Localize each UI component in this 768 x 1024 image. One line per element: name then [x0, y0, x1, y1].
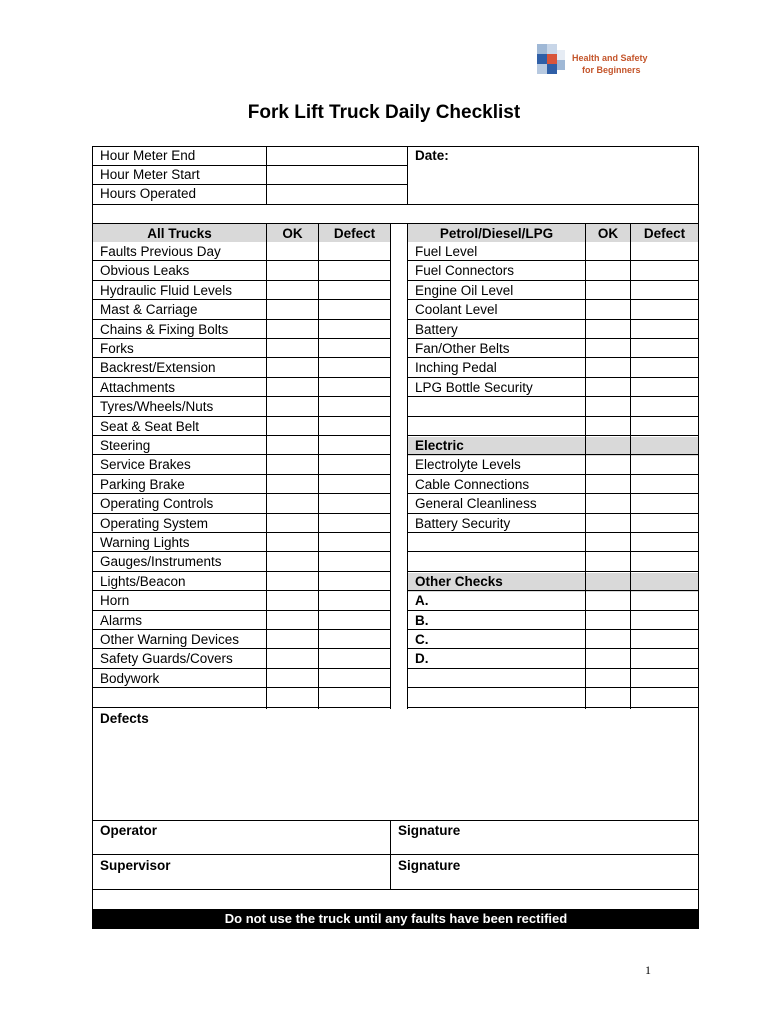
right-checklist-item: B.	[415, 612, 429, 628]
divider	[266, 223, 267, 709]
right-checklist-item: Fuel Connectors	[415, 263, 515, 279]
divider	[318, 223, 319, 709]
left-checklist-item: Safety Guards/Covers	[100, 651, 233, 667]
supervisor-signature-label: Signature	[398, 858, 461, 873]
right-checklist-item: D.	[415, 651, 429, 667]
right-checklist-item: General Cleanliness	[415, 496, 537, 512]
petrol-header: Petrol/Diesel/LPG	[439, 226, 554, 241]
row-divider	[407, 648, 699, 649]
hours-operated-label: Hours Operated	[100, 186, 197, 201]
right-defect-header: Defect	[643, 226, 686, 241]
divider	[630, 223, 631, 709]
left-checklist-item: Chains & Fixing Bolts	[100, 321, 229, 337]
hour-meter-end-label: Hour Meter End	[100, 148, 196, 163]
left-checklist-item: Mast & Carriage	[100, 302, 198, 318]
left-checklist-item: Warning Lights	[100, 535, 190, 550]
logo-text	[572, 52, 648, 76]
all-trucks-header: All Trucks	[147, 226, 212, 241]
row-divider	[407, 707, 699, 708]
right-checklist-item: Fan/Other Belts	[415, 341, 510, 356]
divider	[92, 889, 699, 890]
divider	[92, 204, 699, 205]
left-checklist-item: Backrest/Extension	[100, 360, 216, 376]
right-checklist-item: Coolant Level	[415, 302, 498, 318]
right-checklist-item: C.	[415, 632, 429, 647]
left-checklist-item: Hydraulic Fluid Levels	[100, 282, 233, 298]
divider	[407, 146, 408, 204]
right-checklist-item: Battery Security	[415, 515, 511, 531]
operator-signature-label: Signature	[398, 823, 461, 838]
left-checklist-item: Service Brakes	[100, 457, 191, 473]
left-checklist-item: Tyres/Wheels/Nuts	[100, 399, 214, 415]
hour-meter-start-label: Hour Meter Start	[100, 167, 200, 182]
right-checklist-item: Battery	[415, 321, 458, 337]
left-checklist-item: Horn	[100, 593, 130, 609]
right-checklist-item: Cable Connections	[415, 476, 530, 492]
left-checklist-item: Alarms	[100, 612, 143, 628]
right-checklist-item: LPG Bottle Security	[415, 379, 533, 395]
right-checklist-item: Fuel Level	[415, 244, 478, 259]
left-checklist-item: Bodywork	[100, 670, 160, 686]
company-logo	[535, 40, 665, 82]
right-checklist-item: Other Checks	[415, 573, 503, 589]
left-checklist-item: Forks	[100, 341, 134, 356]
right-checklist-item: Engine Oil Level	[415, 282, 514, 298]
left-checklist-item: Operating System	[100, 515, 209, 531]
warning-banner: Do not use the truck until any faults have been rectified	[93, 909, 699, 928]
left-checklist-item: Faults Previous Day	[100, 244, 221, 259]
divider	[266, 146, 267, 204]
left-checklist-item: Parking Brake	[100, 476, 185, 492]
left-checklist-item: Other Warning Devices	[100, 632, 240, 647]
left-defect-header: Defect	[333, 226, 376, 241]
right-checklist-item: A.	[415, 593, 429, 609]
right-ok-header: OK	[597, 226, 619, 241]
divider	[585, 223, 586, 709]
row-divider	[407, 416, 699, 417]
left-checklist-item: Steering	[100, 438, 151, 453]
logo-line-2: for Beginners	[582, 65, 641, 75]
logo-cube-icon	[535, 40, 569, 80]
row-divider	[407, 668, 699, 669]
left-checklist-item: Gauges/Instruments	[100, 554, 222, 570]
row-divider	[407, 687, 699, 688]
divider	[390, 821, 391, 890]
left-checklist-item: Attachments	[100, 379, 176, 395]
row-divider	[407, 551, 699, 552]
left-checklist-item: Lights/Beacon	[100, 573, 186, 589]
page-number: 1	[645, 963, 651, 977]
left-checklist-item: Obvious Leaks	[100, 263, 190, 279]
row-divider	[407, 610, 699, 611]
left-checklist-item: Operating Controls	[100, 496, 214, 512]
divider	[390, 223, 391, 709]
left-checklist-item: Seat & Seat Belt	[100, 418, 200, 434]
divider	[407, 223, 408, 709]
right-checklist-item: Inching Pedal	[415, 360, 497, 376]
logo-line-1: Health and Safety	[572, 53, 648, 63]
right-checklist-item: Electrolyte Levels	[415, 457, 521, 473]
page-title: Fork Lift Truck Daily Checklist	[247, 102, 521, 123]
defects-label: Defects	[100, 711, 149, 726]
right-checklist-item: Electric	[415, 438, 464, 453]
supervisor-label: Supervisor	[100, 858, 171, 873]
operator-label: Operator	[100, 823, 158, 838]
date-label: Date:	[415, 148, 449, 163]
row-divider	[407, 629, 699, 630]
left-ok-header: OK	[282, 226, 303, 241]
row-divider	[92, 707, 391, 708]
divider	[92, 854, 699, 855]
